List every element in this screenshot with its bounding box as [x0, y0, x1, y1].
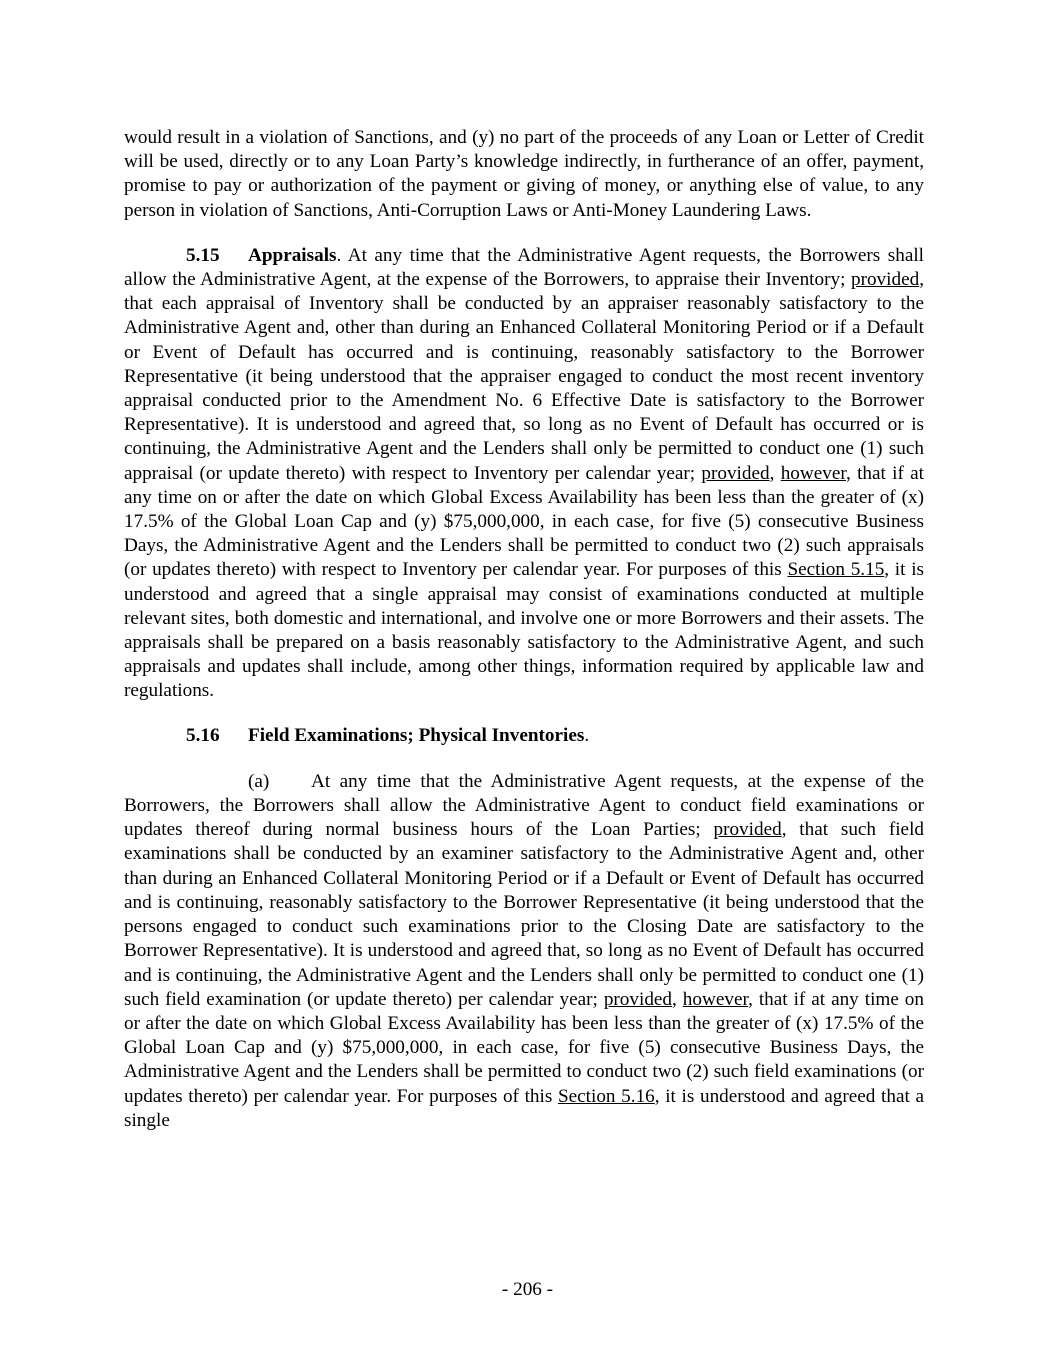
provided-term: provided [850, 269, 920, 291]
body-text: At any time that the Administrative Agent requests, the Borrowers shall allow the Administrative Agent, at the expense of the Borrowers, to appraise their Inventory; [124, 244, 924, 291]
title-period: . [336, 244, 342, 266]
title-period: . [584, 724, 590, 746]
body-text: , [769, 462, 781, 484]
section-reference: Section 5.16 [557, 1085, 655, 1107]
body-text: , it is understood and agreed that a single appraisal may consist of examinations conducted at multiple relevant sites, both domestic and international, and involve one or more Borrowers and their assets. The appraisals shall be prepared on a basis reasonably satisfactory to the Administrative Agent, and such appraisals and updates shall include, among other things, information required by applicable law and regulations. [124, 559, 924, 702]
section-number: 5.16 [186, 724, 220, 746]
document-page [124, 126, 924, 1133]
body-text: At any time that the Administrative Agent requests, at the expense of the Borrowers, the Borrowers shall allow the Administrative Agent to conduct field examinations or updates thereof during normal business hours of the Loan Parties; [124, 770, 924, 841]
page-number: - 206 - [501, 1279, 554, 1300]
section-reference: Section 5.15 [787, 559, 885, 581]
body-text: , that each appraisal of Inventory shall be conducted by an appraiser reasonably satisfactory to the Administrative Agent and, other than during an Enhanced Collateral Monitoring Period or if a Default or Event of Default has occurred and is continuing, reasonably satisfactory to the Borrower Representative (it being understood that the appraiser engaged to conduct the most recent inventory appraisal conducted prior to the Amendment No. 6 Effective Date is satisfactory to the Borrower Representative). It is understood and agreed that, so long as no Event of Default has occurred or is continuing, the Administrative Agent and the Lenders shall only be permitted to conduct one (1) such appraisal (or update thereto) with respect to Inventory per calendar year; [124, 269, 924, 484]
however-term: however [682, 988, 749, 1010]
section-5-16-heading [124, 724, 924, 748]
body-text: , [672, 988, 683, 1010]
section-number: 5.15 [186, 244, 220, 266]
provided-term: provided [701, 462, 770, 484]
however-term: however [780, 462, 846, 484]
continuation-paragraph [124, 126, 924, 223]
provided-term: provided [603, 988, 673, 1010]
body-text: , that if at any time on or after the date on which Global Excess Availability has been less than the greater of (x) 17.5% of the Global Loan Cap and (y) $75,000,000, in each case, for five (5) consecutive Business Days, the Administrative Agent and the Lenders shall be permitted to conduct two (2) such field examinations (or updates thereto) per calendar year. For purposes of this [124, 988, 924, 1107]
provided-term: provided [713, 819, 782, 841]
body-text: , it is understood and agreed that a single [124, 1085, 924, 1131]
section-title: Appraisals [248, 244, 337, 266]
subsection-a-paragraph [124, 770, 924, 1133]
continuation-text: would result in a violation of Sanctions, and (y) no part of the proceeds of any Loan or Letter of Credit will be used, directly or to any Loan Party’s knowledge indirectly, in furtherance of an offer, payment, promise to pay or authorization of the payment or giving of money, or anything else of value, to any person in violation of Sanctions, Anti-Corruption Laws or Anti-Money Laundering Laws. [124, 127, 924, 221]
body-text: , that such field examinations shall be conducted by an examiner satisfactory to the Administrative Agent and, other than during an Enhanced Collateral Monitoring Period or if a Default or Event of Default has occurred and is continuing, reasonably satisfactory to the Borrower Representative (it being understood that the persons engaged to conduct such examinations prior to the Closing Date are satisfactory to the Borrower Representative). It is understood and agreed that, so long as no Event of Default has occurred and is continuing, the Administrative Agent and the Lenders shall only be permitted to conduct one (1) such field examination (or update thereto) per calendar year; [124, 819, 924, 1010]
section-title: Field Examinations; Physical Inventories [248, 724, 585, 746]
subsection-label: (a) [248, 770, 270, 792]
body-text: , that if at any time on or after the date on which Global Excess Availability has been less than the greater of (x) 17.5% of the Global Loan Cap and (y) $75,000,000, in each case, for five (5) consecutive Business Days, the Administrative Agent and the Lenders shall be permitted to conduct two (2) such appraisals (or updates thereto) with respect to Inventory per calendar year. For purposes of this [124, 462, 925, 581]
section-5-15-paragraph [124, 244, 924, 704]
